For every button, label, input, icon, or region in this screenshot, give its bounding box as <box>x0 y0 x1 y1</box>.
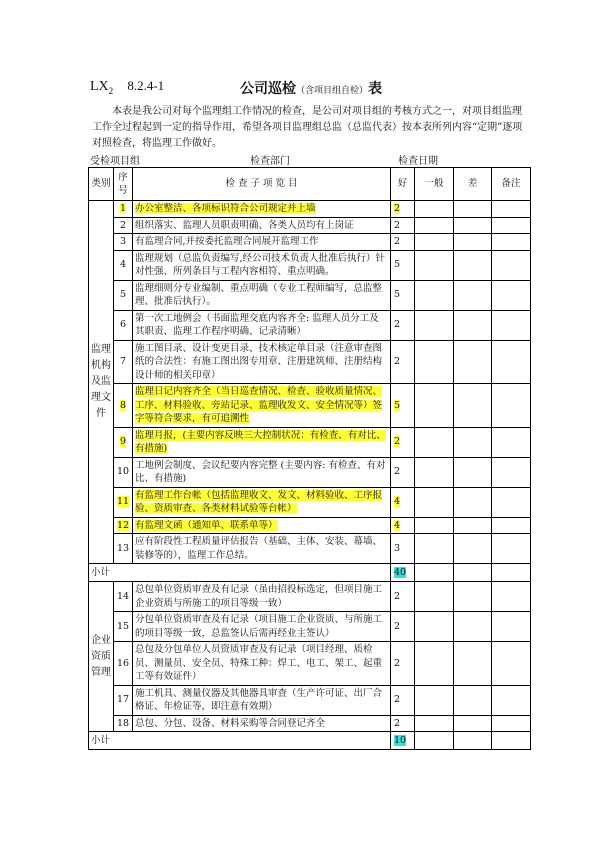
row-score: 2 <box>391 340 415 384</box>
note-cell <box>492 310 531 340</box>
fair-cell <box>415 280 454 310</box>
inspection-dept-label: 检查部门 <box>250 156 290 167</box>
table-row <box>89 340 531 384</box>
row-seq: 15 <box>114 612 133 642</box>
note-cell <box>492 564 531 582</box>
row-score: 2 <box>391 612 415 642</box>
document-title <box>90 78 383 97</box>
row-item: 办公室整洁、各项标识符合公司规定并上墙 <box>135 203 316 214</box>
fair-cell <box>415 582 454 612</box>
row-item: 总包、分包、设备、材料采购等合同登记齐全 <box>133 715 391 732</box>
fair-cell <box>415 234 454 251</box>
subtotal-row <box>89 564 531 582</box>
row-seq: 5 <box>114 280 133 310</box>
table-row <box>89 685 531 715</box>
inspection-date-label: 检查日期 <box>398 156 438 167</box>
form-code-text: LX <box>90 79 109 94</box>
table-row <box>89 487 531 517</box>
fair-cell <box>415 517 454 534</box>
poor-cell <box>454 201 492 218</box>
fair-cell <box>415 487 454 517</box>
row-score: 2 <box>391 217 415 234</box>
table-row <box>89 427 531 457</box>
poor-cell <box>454 310 492 340</box>
row-seq: 7 <box>114 340 133 384</box>
poor-cell <box>454 642 492 686</box>
table-row <box>89 534 531 564</box>
fair-cell <box>415 427 454 457</box>
row-item: 工地例会制度、会议纪要内容完整 (主要内容: 有检查、有对比、有措施) <box>133 457 391 487</box>
row-score: 2 <box>394 203 401 214</box>
note-cell <box>492 457 531 487</box>
col-fair: 一般 <box>415 168 454 201</box>
row-score: 5 <box>394 399 401 411</box>
row-seq: 14 <box>114 582 133 612</box>
row-item: 有监理合同,并按委托监理合同展开监理工作 <box>133 234 391 251</box>
category-cell-1: 监理机构及监理文件 <box>89 201 114 564</box>
table-header-row <box>89 168 531 201</box>
row-score: 2 <box>391 310 415 340</box>
note-cell <box>492 234 531 251</box>
note-cell <box>492 517 531 534</box>
row-item: 监理细则分专业编制、重点明确（专业工程师编写，总监整理、批准后执行）。 <box>133 280 391 310</box>
fair-cell <box>415 564 454 582</box>
fair-cell <box>415 732 454 750</box>
note-cell <box>492 340 531 384</box>
row-item: 有监理文函（通知单、联系单等） <box>135 519 278 531</box>
note-cell <box>492 201 531 218</box>
row-seq: 16 <box>114 642 133 686</box>
note-cell <box>492 487 531 517</box>
note-cell <box>492 685 531 715</box>
row-seq: 8 <box>119 399 127 411</box>
note-cell <box>492 715 531 732</box>
poor-cell <box>454 234 492 251</box>
poor-cell <box>454 715 492 732</box>
table-row <box>89 201 531 218</box>
fair-cell <box>415 310 454 340</box>
row-item: 监理日记内容齐全（当日巡查情况、检查、验收质量情况、工序、材料验收、旁站记录、监理收发文、安全情况等）签字等符合要求，有可追溯性 <box>135 386 383 424</box>
form-title-main: 公司巡检 <box>240 81 296 97</box>
row-score: 4 <box>394 496 401 508</box>
poor-cell <box>454 427 492 457</box>
col-poor: 差 <box>454 168 492 201</box>
row-score: 2 <box>391 642 415 686</box>
poor-cell <box>454 487 492 517</box>
table-row <box>89 612 531 642</box>
col-item: 检 查 子 项 览 目 <box>133 168 391 201</box>
poor-cell <box>454 582 492 612</box>
row-score: 2 <box>391 685 415 715</box>
table-row <box>89 517 531 534</box>
poor-cell <box>454 217 492 234</box>
subtotal-value: 40 <box>394 566 407 578</box>
row-item: 分包单位资质审查及有记录（项目施工企业资质、与所施工的项目等级一致，总监签认后需再经业主签认） <box>133 612 391 642</box>
row-score: 2 <box>391 234 415 251</box>
table-row <box>89 234 531 251</box>
row-seq: 6 <box>114 310 133 340</box>
fair-cell <box>415 384 454 428</box>
row-item: 有监理工作台帐（包括监理收文、发文、材料验收、工序报验、资质审查、各类材料试验等台帐） <box>135 489 383 514</box>
inspection-table <box>88 167 531 750</box>
row-item: 总包单位资质审查及有记录（虽由招投标选定，但项目施工企业资质与所施工的项目等级一致） <box>133 582 391 612</box>
row-seq: 9 <box>119 436 127 448</box>
row-score: 5 <box>391 250 415 280</box>
fair-cell <box>415 201 454 218</box>
row-score: 5 <box>391 280 415 310</box>
inspected-group-label: 受检项目组 <box>90 156 140 167</box>
table-row <box>89 217 531 234</box>
table-row <box>89 582 531 612</box>
row-score: 3 <box>391 534 415 564</box>
table-row <box>89 715 531 732</box>
table-row <box>89 642 531 686</box>
poor-cell <box>454 732 492 750</box>
note-cell <box>492 732 531 750</box>
row-seq: 2 <box>114 217 133 234</box>
table-row <box>89 310 531 340</box>
subtotal-row <box>89 732 531 750</box>
intro-paragraph: 本表是我公司对每个监理组工作情况的检查，是公司对项目组的考核方式之一，对项目组监理工作全过程起到一定的指导作用，希望各项目监理组总监（总监代表）按本表所列内容“定期”逐项对照检查，将监理工作做好。 <box>92 106 523 149</box>
table-row <box>89 250 531 280</box>
form-code <box>90 79 113 94</box>
poor-cell <box>454 612 492 642</box>
form-code-subscript: 2 <box>108 85 114 96</box>
subtotal-value: 10 <box>394 734 407 746</box>
form-title-suffix: 表 <box>368 81 383 97</box>
row-item: 施工图目录、设计变更目录、技术核定单目录（注意审查图纸的合法性：有施工图出图专用章、注册建筑师、注册结构设计师的相关印章） <box>133 340 391 384</box>
poor-cell <box>454 517 492 534</box>
note-cell <box>492 612 531 642</box>
row-item: 监理规划（总监负责编写,经公司技术负责人批准后执行）针对性强、所列条目与工程内容相符、重点明确。 <box>133 250 391 280</box>
category-cell-2: 企业资质管理 <box>89 582 114 732</box>
row-item: 第一次工地例会（书面监理交底内容齐全: 监理人员分工及其职责、监理工作程序明确、记录清晰） <box>133 310 391 340</box>
fair-cell <box>415 715 454 732</box>
poor-cell <box>454 685 492 715</box>
note-cell <box>492 427 531 457</box>
row-seq: 12 <box>116 519 130 531</box>
row-seq: 11 <box>116 496 130 508</box>
fair-cell <box>415 340 454 384</box>
row-seq: 18 <box>114 715 133 732</box>
note-cell <box>492 384 531 428</box>
row-seq: 1 <box>119 203 127 214</box>
form-number: 8.2.4-1 <box>127 78 165 93</box>
note-cell <box>492 642 531 686</box>
row-item: 施工机具、测量仪器及其他器具审查（生产许可证、出厂合格证、年检证等，即注意有效期） <box>133 685 391 715</box>
poor-cell <box>454 384 492 428</box>
note-cell <box>492 217 531 234</box>
poor-cell <box>454 340 492 384</box>
row-score: 2 <box>391 582 415 612</box>
row-item: 监理月报，(主要内容反映三大控制状况：有检查、有对比、有措施) <box>135 429 386 454</box>
col-good: 好 <box>391 168 415 201</box>
note-cell <box>492 280 531 310</box>
row-seq: 3 <box>114 234 133 251</box>
note-cell <box>492 582 531 612</box>
row-seq: 13 <box>114 534 133 564</box>
poor-cell <box>454 457 492 487</box>
col-note: 备注 <box>492 168 531 201</box>
row-score: 2 <box>394 436 401 448</box>
row-score: 2 <box>391 457 415 487</box>
row-item: 组织落实、监理人员职责明确、各类人员均有上岗证 <box>133 217 391 234</box>
row-score: 4 <box>394 519 401 531</box>
note-cell <box>492 250 531 280</box>
poor-cell <box>454 250 492 280</box>
fair-cell <box>415 457 454 487</box>
poor-cell <box>454 280 492 310</box>
fair-cell <box>415 685 454 715</box>
row-seq: 4 <box>114 250 133 280</box>
fair-cell <box>415 642 454 686</box>
fair-cell <box>415 534 454 564</box>
table-row <box>89 457 531 487</box>
note-cell <box>492 534 531 564</box>
row-seq: 17 <box>114 685 133 715</box>
fair-cell <box>415 217 454 234</box>
row-item: 总包及分包单位人员资质审查及有记录（项目经理、质检员、测量员、安全员、特殊工种：焊工、电工、架工、起重工等有效证件） <box>133 642 391 686</box>
col-category: 类别 <box>89 168 114 201</box>
form-title-sub: （含项目组自检） <box>296 86 369 96</box>
poor-cell <box>454 564 492 582</box>
table-row <box>89 280 531 310</box>
row-score: 2 <box>391 715 415 732</box>
form-title <box>240 78 382 98</box>
fair-cell <box>415 612 454 642</box>
table-row <box>89 384 531 428</box>
col-seq: 序号 <box>114 168 133 201</box>
row-item: 应有阶段性工程质量评估报告（基础、主体、安装、幕墙、装修等的），监理工作总结。 <box>133 534 391 564</box>
poor-cell <box>454 534 492 564</box>
fair-cell <box>415 250 454 280</box>
subtotal-label: 小计 <box>89 732 391 750</box>
row-seq: 10 <box>114 457 133 487</box>
subtotal-label: 小计 <box>89 564 391 582</box>
